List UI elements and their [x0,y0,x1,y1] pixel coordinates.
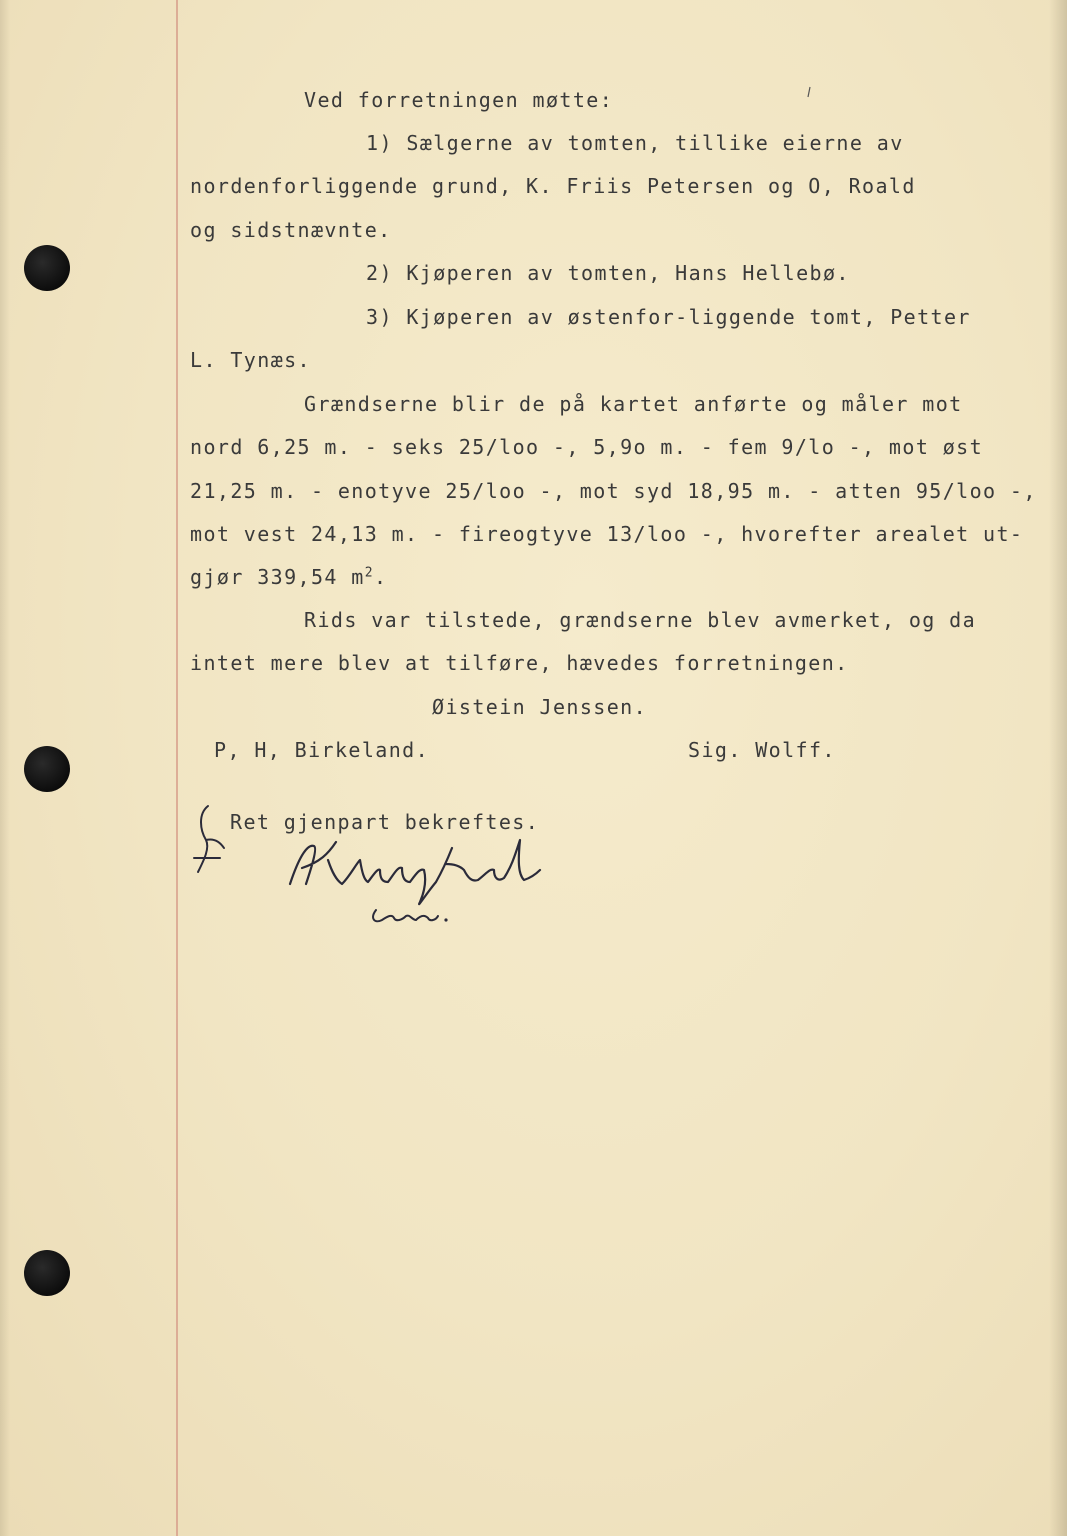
text-line-5: 2) Kjøperen av tomten, Hans Hellebø. [366,261,850,285]
text-line-4: og sidstnævnte. [190,218,392,242]
signatory-center: Øistein Jenssen. [432,695,648,719]
punch-hole-middle [24,746,70,792]
text-line-8: Grændserne blir de på kartet anførte og måler mot [304,392,963,416]
area-suffix: . [373,565,388,589]
text-line-14: intet mere blev at tilføre, hævedes forretningen. [190,651,849,675]
text-line-6: 3) Kjøperen av østenfor-liggende tomt, Petter [366,305,971,329]
text-line-10: 21,25 m. - enotyve 25/loo -, mot syd 18,95 m. - atten 95/loo -, [190,479,1037,503]
punch-hole-top [24,245,70,291]
paper-edge-right [1049,0,1067,1536]
area-superscript: 2 [364,565,374,581]
margin-rule [176,0,178,1536]
stray-mark [806,86,812,98]
punch-hole-bottom [24,1250,70,1296]
text-line-9: nord 6,25 m. - seks 25/loo -, 5,9o m. - fem 9/lo -, mot øst [190,435,984,459]
handwritten-signature [280,824,550,934]
text-line-1: Ved forretningen møtte: [304,88,614,112]
signatory-right: Sig. Wolff. [688,738,836,762]
text-line-3: nordenforliggende grund, K. Friis Petersen og O, Roald [190,174,916,198]
certification-text: Ret gjenpart bekreftes. [230,810,540,834]
area-text: gjør 339,54 m [190,565,365,589]
paper-edge-left [0,0,10,1536]
handwritten-flourish [190,800,230,880]
text-line-7: L. Tynæs. [190,348,311,372]
signatory-left: P, H, Birkeland. [214,738,430,762]
text-line-2: 1) Sælgerne av tomten, tillike eierne av [366,131,904,155]
text-line-12 [190,565,387,589]
text-line-11: mot vest 24,13 m. - fireogtyve 13/loo -, hvorefter arealet ut- [190,522,1024,546]
text-line-13: Rids var tilstede, grændserne blev avmerket, og da [304,608,977,632]
